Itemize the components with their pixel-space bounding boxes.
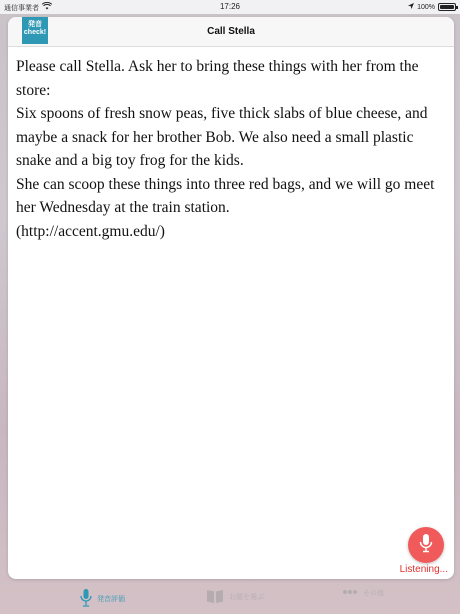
more-icon [342,589,358,597]
tab-bar [0,584,460,614]
microphone-icon [419,533,433,558]
passage-text [8,47,454,243]
book-icon [206,588,224,606]
clock: 17:26 [219,2,241,11]
tab-other[interactable] [342,588,384,598]
passage-paragraph: She can scoop these things into three red bags, and we will go meet her Wednesday at the train station. [16,175,435,216]
mic-icon [80,588,92,610]
passage-paragraph: Please call Stella. Ask her to bring these things with her from the store: [16,58,419,99]
logo-line-1: 発音 [28,21,42,28]
content-card [8,17,454,579]
passage-paragraph: Six spoons of fresh snow peas, five thick slabs of blue cheese, and maybe a snack for her brother Bob. We also need a small plastic snake and a big toy frog for the kids. [16,105,428,169]
battery-percent: 100% [417,3,435,11]
logo-line-2: check! [23,29,47,36]
tab-pronunciation[interactable] [80,588,125,610]
tab-label: その他 [363,590,384,597]
page-title: Call Stella [207,26,255,37]
listening-status: Listening... [399,564,448,575]
status-bar [0,0,460,14]
tab-label: お題を選ぶ [229,594,264,601]
tab-choose-topic[interactable] [206,588,264,606]
carrier-label: 通信事業者 [4,5,39,12]
record-button[interactable] [408,527,444,563]
tab-label: 発音評価 [97,596,125,603]
navigation-bar [8,17,454,47]
location-icon [408,3,414,11]
battery-icon [438,3,456,11]
source-link[interactable]: (http://accent.gmu.edu/) [16,222,165,240]
